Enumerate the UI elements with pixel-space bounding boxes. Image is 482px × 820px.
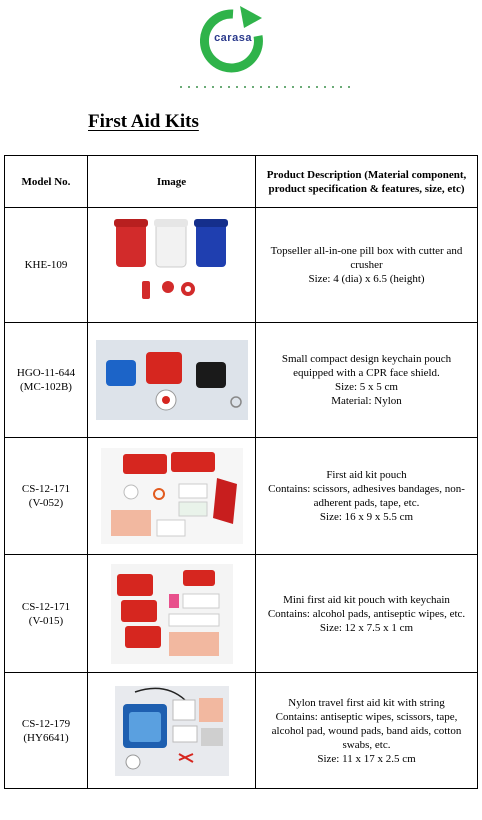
table-row: [5, 673, 478, 789]
model-cell: CS-12-171 (V-052): [5, 438, 88, 555]
table-header-row: [5, 156, 478, 208]
model-cell: KHE-109: [5, 208, 88, 323]
logo-tagline: [180, 84, 350, 90]
image-cell: [88, 673, 256, 789]
header-image: Image: [88, 156, 256, 208]
table-row: [5, 208, 478, 323]
table-row: [5, 438, 478, 555]
table-row: [5, 555, 478, 673]
table-row: [5, 323, 478, 438]
page-title: First Aid Kits: [88, 111, 199, 132]
description-cell: Small compact design keychain pouch equipped with a CPR face shield. Size: 5 x 5 cm Material: Nylon: [256, 323, 478, 438]
pill-box-image: [110, 213, 234, 317]
mini-kit-image: [111, 564, 233, 664]
model-cell: CS-12-171 (V-015): [5, 555, 88, 673]
image-cell: [88, 208, 256, 323]
travel-kit-image: [115, 686, 229, 776]
logo-text: carasa: [214, 32, 252, 44]
image-cell: [88, 555, 256, 673]
model-cell: HGO-11-644 (MC-102B): [5, 323, 88, 438]
product-table: [4, 155, 478, 789]
keychain-pouch-image: [96, 340, 248, 420]
description-cell: Nylon travel first aid kit with string Contains: antiseptic wipes, scissors, tape, alcohol pad, wound pads, band aids, cotton swabs, etc. Size: 11 x 17 x 2.5 cm: [256, 673, 478, 789]
description-cell: First aid kit pouch Contains: scissors, adhesives bandages, non- adherent pads, tape, etc. Size: 16 x 9 x 5.5 cm: [256, 438, 478, 555]
image-cell: [88, 323, 256, 438]
description-cell: Mini first aid kit pouch with keychain Contains: alcohol pads, antiseptic wipes, etc. Size: 12 x 7.5 x 1 cm: [256, 555, 478, 673]
company-logo: [200, 6, 266, 76]
first-aid-pouch-image: [101, 448, 243, 544]
image-cell: [88, 438, 256, 555]
header-model: Model No.: [5, 156, 88, 208]
header-description: Product Description (Material component, product specification & features, size, etc): [256, 156, 478, 208]
model-cell: CS-12-179 (HY6641): [5, 673, 88, 789]
description-cell: Topseller all-in-one pill box with cutter and crusher Size: 4 (dia) x 6.5 (height): [256, 208, 478, 323]
